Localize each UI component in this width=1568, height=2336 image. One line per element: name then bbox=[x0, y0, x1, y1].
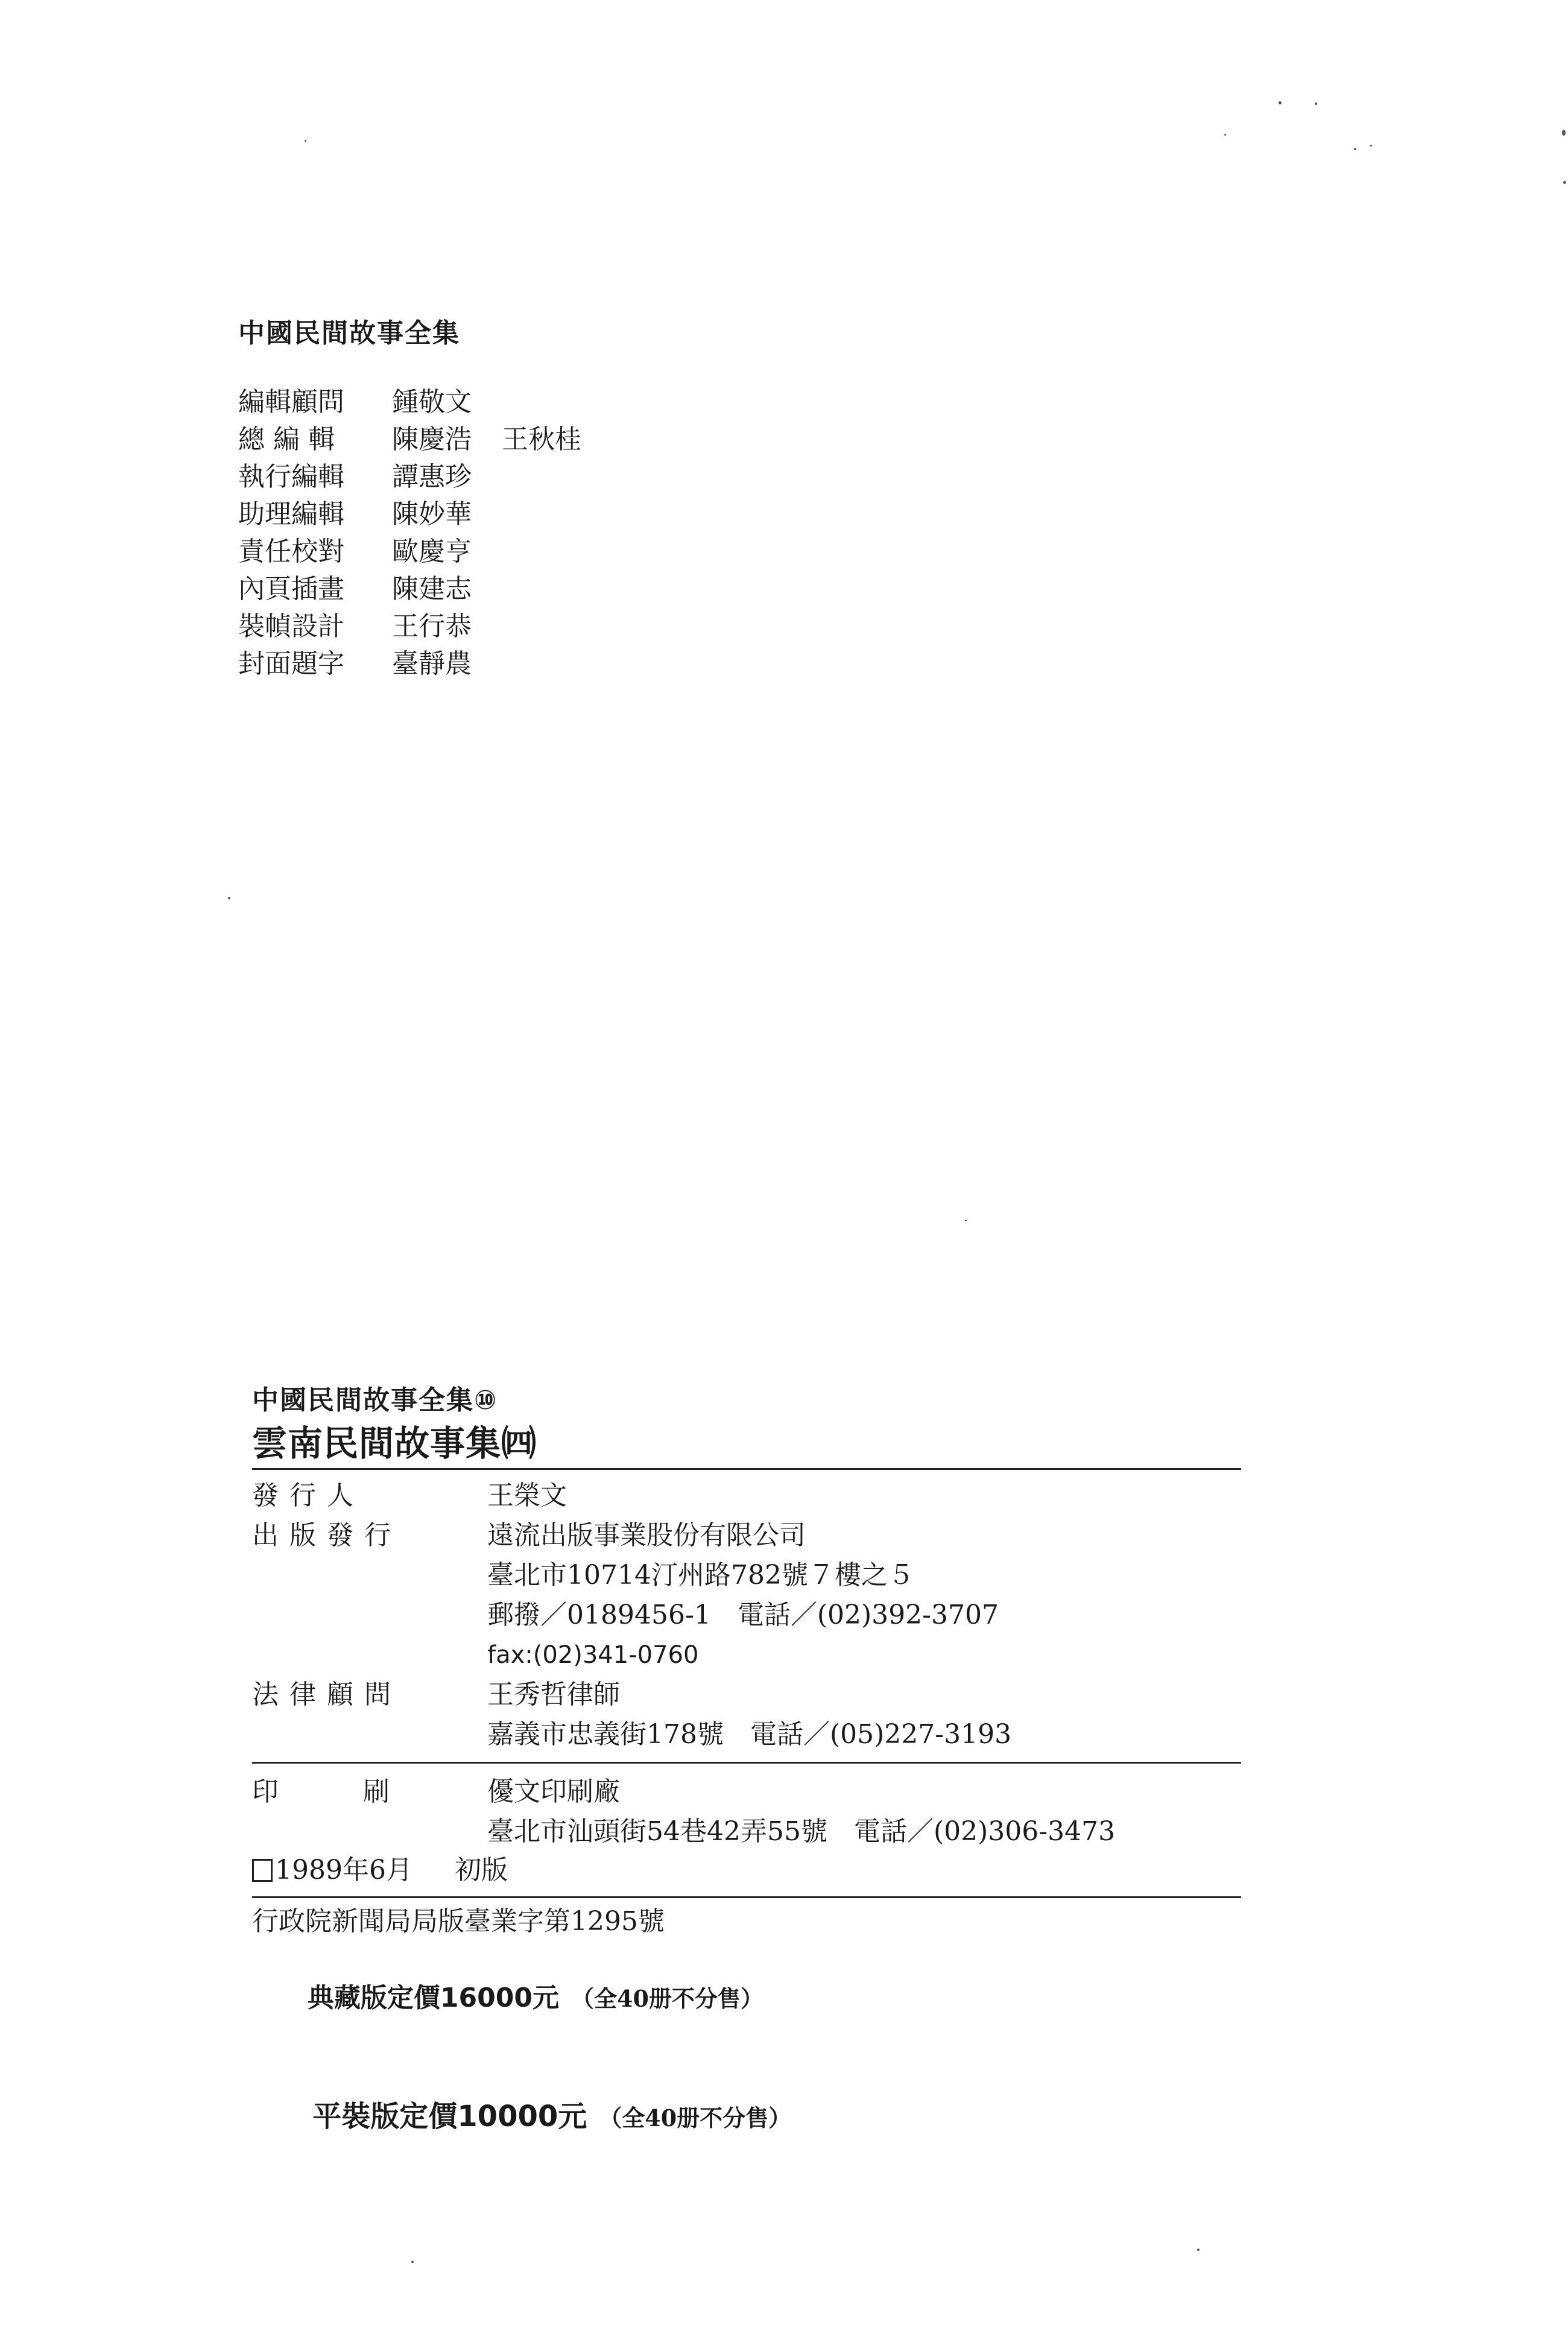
credit-row bbox=[238, 571, 781, 608]
divider bbox=[252, 1896, 1241, 1898]
divider bbox=[252, 1468, 1241, 1470]
credit-row bbox=[238, 458, 781, 496]
imprint-block bbox=[252, 1381, 1241, 2178]
scan-speck bbox=[1563, 181, 1566, 184]
credit-role: 執行編輯 bbox=[238, 461, 344, 492]
credit-name: 歐慶亨 bbox=[392, 536, 472, 567]
fax-number: fax:(02)341-0760 bbox=[487, 1641, 699, 1669]
credits-block bbox=[238, 314, 781, 683]
scan-speck bbox=[1354, 148, 1356, 150]
printing-label: 印 刷 bbox=[252, 1776, 391, 1807]
legal-address: 嘉義市忠義街178號 電話／(05)227-3193 bbox=[487, 1719, 1012, 1750]
scan-speck bbox=[965, 1220, 967, 1221]
company-address: 臺北市10714汀州路782號７樓之５ bbox=[487, 1560, 914, 1591]
credit-row bbox=[238, 533, 781, 571]
scan-speck bbox=[1370, 145, 1372, 147]
series-volume: 中國民間故事全集⑩ bbox=[252, 1385, 498, 1416]
credit-name-second: 王秋桂 bbox=[502, 424, 581, 455]
edition-label: 初版 bbox=[454, 1855, 508, 1885]
credit-name: 鍾敬文 bbox=[392, 387, 472, 417]
scan-speck bbox=[1224, 134, 1226, 136]
company-name: 遠流出版事業股份有限公司 bbox=[487, 1520, 806, 1551]
credit-row bbox=[238, 421, 781, 458]
credit-name: 陳慶浩 bbox=[392, 424, 472, 455]
scan-speck bbox=[1562, 130, 1566, 136]
edition-date: 1989年6月 bbox=[275, 1855, 413, 1885]
legal-row bbox=[252, 1675, 1241, 1715]
publisher-name: 王榮文 bbox=[487, 1480, 567, 1511]
scan-speck bbox=[228, 897, 230, 899]
printing-row bbox=[252, 1772, 1241, 1812]
edition-row bbox=[252, 1852, 1241, 1889]
checkbox-square-icon bbox=[252, 1859, 273, 1882]
printer-name: 優文印刷廠 bbox=[487, 1776, 620, 1807]
credit-name: 王行恭 bbox=[392, 611, 472, 642]
scan-speck bbox=[305, 140, 306, 142]
credit-row bbox=[238, 608, 781, 645]
credit-role: 責任校對 bbox=[238, 536, 344, 567]
price-paperback-note: （全40册不分售） bbox=[599, 2104, 792, 2132]
credit-row bbox=[238, 496, 781, 533]
series-title: 中國民間故事全集 bbox=[238, 318, 460, 349]
price-collector-note: （全40册不分售） bbox=[571, 1985, 763, 2012]
credit-role: 裝幀設計 bbox=[238, 611, 344, 642]
credit-role: 編輯顧問 bbox=[238, 387, 344, 417]
scan-speck bbox=[1279, 101, 1282, 104]
credit-name: 陳妙華 bbox=[392, 499, 472, 530]
credit-row bbox=[238, 384, 781, 421]
credit-role: 封面題字 bbox=[238, 648, 344, 679]
credit-role: 助理編輯 bbox=[238, 499, 344, 530]
scan-speck bbox=[411, 2261, 414, 2263]
distribution-row bbox=[252, 1516, 1241, 1556]
credit-name: 譚惠珍 bbox=[392, 461, 472, 492]
credit-name: 陳建志 bbox=[392, 574, 472, 604]
book-title: 雲南民間故事集㈣ bbox=[252, 1423, 537, 1464]
divider bbox=[252, 1762, 1241, 1764]
price-collector: 典藏版定價16000元 bbox=[307, 1983, 559, 2013]
publisher-label: 發 行 人 bbox=[252, 1480, 355, 1511]
credit-name: 臺靜農 bbox=[392, 648, 472, 679]
price-paperback: 平裝版定價10000元 bbox=[312, 2100, 587, 2133]
credit-role: 內頁插畫 bbox=[238, 574, 344, 604]
publisher-row bbox=[252, 1476, 1241, 1516]
legal-counsel: 王秀哲律師 bbox=[487, 1679, 620, 1710]
postal-transfer-phone: 郵撥／0189456-1 電話／(02)392-3707 bbox=[487, 1600, 999, 1630]
registration-number: 行政院新聞局局版臺業字第1295號 bbox=[252, 1906, 665, 1937]
legal-label: 法 律 顧 問 bbox=[252, 1679, 392, 1710]
price-collector-row bbox=[252, 1940, 1241, 2057]
distribution-label: 出 版 發 行 bbox=[252, 1520, 392, 1551]
credit-row bbox=[238, 645, 781, 683]
scan-speck bbox=[1197, 2249, 1200, 2251]
printer-address: 臺北市汕頭街54巷42弄55號 電話／(02)306-3473 bbox=[487, 1816, 1116, 1847]
price-paperback-row bbox=[252, 2057, 1241, 2178]
scan-speck bbox=[1315, 103, 1317, 105]
credit-role: 總 編 輯 bbox=[238, 424, 335, 455]
